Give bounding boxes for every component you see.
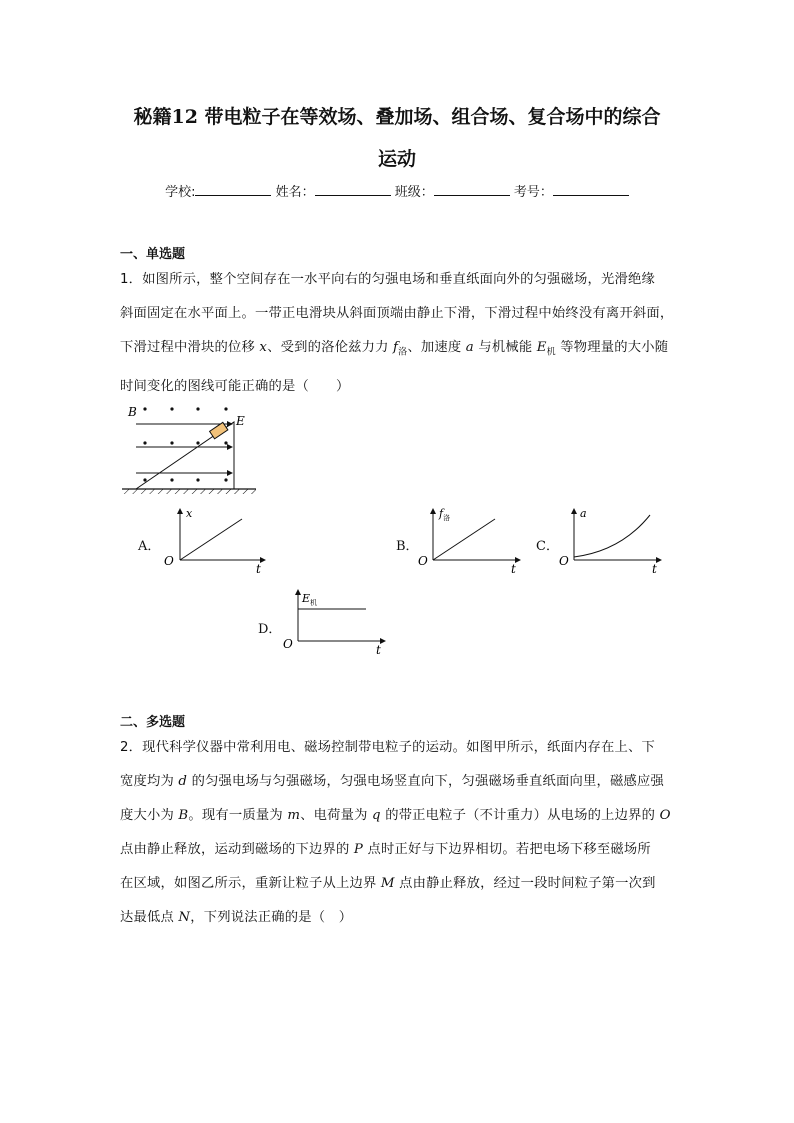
q2-line: 在区域，如图乙所示，重新让粒子从上边界 M 点由静止释放，经过一段时间粒子第一次到 bbox=[120, 876, 656, 891]
option-b-graph[interactable] bbox=[415, 505, 525, 577]
y-axis-label: a bbox=[580, 507, 587, 520]
option-a-graph[interactable] bbox=[160, 505, 270, 577]
q1-line: 1．如图所示，整个空间存在一水平向右的匀强电场和垂直纸面向外的匀强磁场，光滑绝缘 bbox=[120, 272, 656, 287]
curve-line bbox=[433, 519, 495, 560]
curve-line bbox=[574, 515, 650, 557]
x-axis-label: t bbox=[511, 562, 516, 576]
page-title-line1: 秘籍12 带电粒子在等效场、叠加场、组合场、复合场中的综合 bbox=[133, 106, 661, 128]
option-c-graph[interactable] bbox=[556, 505, 666, 577]
option-c-label[interactable]: C． bbox=[536, 539, 559, 554]
q1-line: 斜面固定在水平面上。一带正电滑块从斜面顶端由静止下滑，下滑过程中始终没有离开斜面， bbox=[120, 306, 674, 321]
x-axis-label: t bbox=[376, 643, 381, 657]
origin-label: O bbox=[164, 554, 174, 568]
x-axis-label: t bbox=[652, 562, 657, 576]
electric-field-label: E bbox=[236, 414, 245, 428]
q2-line: 2．现代科学仪器中常利用电、磁场控制带电粒子的运动。如图甲所示，纸面内存在上、下 bbox=[120, 740, 656, 755]
magnetic-field-label: B bbox=[128, 405, 137, 419]
option-d-graph[interactable] bbox=[280, 586, 390, 658]
school-blank[interactable] bbox=[195, 183, 271, 196]
school-label: 学校: bbox=[165, 185, 196, 200]
exam-number-label: 考号： bbox=[513, 185, 553, 200]
name-label: 姓名： bbox=[275, 185, 315, 200]
class-blank[interactable] bbox=[434, 183, 510, 196]
question-2-text bbox=[120, 731, 676, 935]
incline-field-figure bbox=[118, 398, 260, 496]
name-blank[interactable] bbox=[315, 183, 391, 196]
question-1-text bbox=[120, 263, 676, 404]
x-axis-label: t bbox=[256, 562, 261, 576]
student-info-row bbox=[0, 181, 794, 200]
q1-line: 时间变化的图线可能正确的是（ ） bbox=[120, 378, 350, 394]
field-dots bbox=[143, 407, 227, 481]
option-a-label[interactable]: A． bbox=[138, 539, 161, 554]
page-title-line2: 运动 bbox=[377, 148, 416, 170]
ground bbox=[122, 489, 256, 494]
option-d-label[interactable]: D． bbox=[258, 622, 282, 637]
q1-line: 下滑过程中滑块的位移 x、受到的洛伦兹力力 $f_洛$、加速度 a 与机械能 $E_机$ 等物理量的大小随 bbox=[120, 340, 669, 358]
section-multi-choice: 二、多选题 bbox=[120, 715, 186, 730]
origin-label: O bbox=[283, 637, 293, 651]
section-single-choice: 一、单选题 bbox=[120, 247, 186, 262]
q2-line: 达最低点 N，下列说法正确的是（ ） bbox=[120, 910, 353, 925]
q2-line: 度大小为 B。现有一质量为 m、电荷量为 q 的带正电粒子（不计重力）从电场的上边界的 O bbox=[120, 808, 671, 823]
class-label: 班级： bbox=[394, 185, 434, 200]
option-b-label[interactable]: B． bbox=[396, 539, 419, 554]
y-axis-label: x bbox=[186, 507, 193, 520]
curve-line bbox=[180, 519, 242, 560]
q2-line: 宽度均为 d 的匀强电场与匀强磁场，匀强电场竖直向下，匀强磁场垂直纸面向里，磁感应强 bbox=[120, 774, 664, 789]
y-axis-label: $E_机$ bbox=[302, 592, 318, 607]
origin-label: O bbox=[559, 554, 569, 568]
q2-line: 点由静止释放，运动到磁场的下边界的 P 点时正好与下边界相切。若把电场下移至磁场所 bbox=[120, 842, 651, 857]
origin-label: O bbox=[418, 554, 428, 568]
y-axis-label: $f_洛$ bbox=[439, 507, 451, 522]
exam-number-blank[interactable] bbox=[553, 183, 629, 196]
